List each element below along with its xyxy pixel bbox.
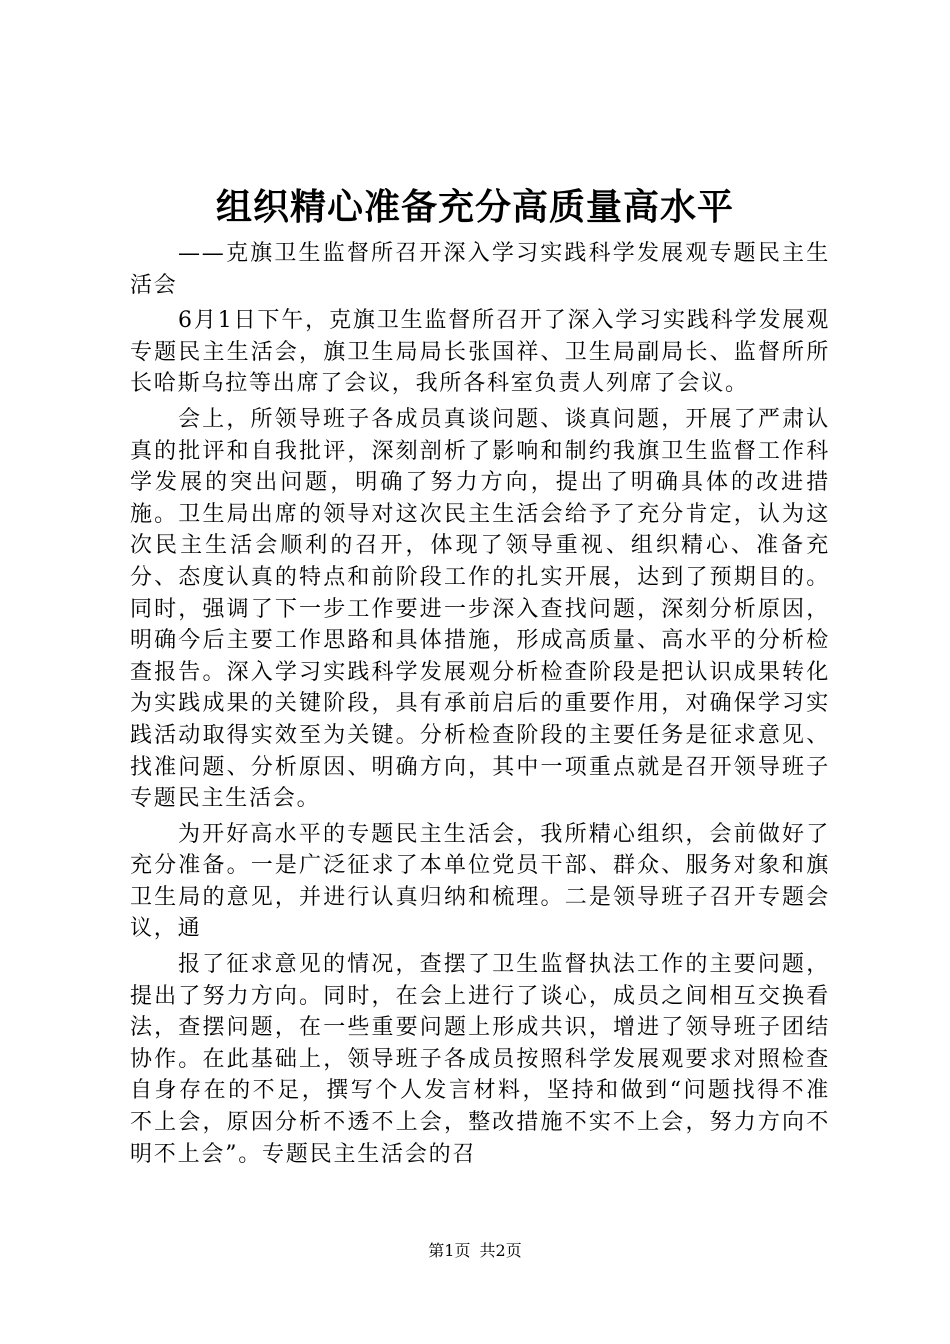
document-title: 组织精心准备充分高质量高水平 [215,186,734,228]
document-subtitle: ——克旗卫生监督所召开深入学习实践科学发展观专题民主生活会 [130,241,830,298]
total-pages: 共2页 [479,1241,522,1260]
current-page-number: 第1页 [428,1241,471,1260]
body-paragraph: 会上，所领导班子各成员真谈问题、谈真问题，开展了严肃认真的批评和自我批评，深刻剖析了影响和制约我旗卫生监督工作科学发展的突出问题，明确了努力方向，提出了明确具体的改进措施。卫生局出席的领导对这次民主生活会给予了充分肯定，认为这次民主生活会顺利的召开，体现了领导重视、组织精心、准备充分、态度认真的特点和前阶段工作的扎实开展，达到了预期目的。同时，强调了下一步工作要进一步深入查找问题，深刻分析原因，明确今后主要工作思路和具体措施，形成高质量、高水平的分析检查报告。深入学习实践科学发展观分析检查阶段是把认识成果转化为实践成果的关键阶段，具有承前启后的重要作用，对确保学习实践活动取得实效至为关键。分析检查阶段的主要任务是征求意见、找准问题、分析原因、明确方向，其中一项重点就是召开领导班子专题民主生活会。 [130,406,830,812]
body-paragraph: 6月1日下午，克旗卫生监督所召开了深入学习实践科学发展观专题民主生活会，旗卫生局局长张国祥、卫生局副局长、监督所所长哈斯乌拉等出席了会议，我所各科室负责人列席了会议。 [130,308,830,397]
page-footer [0,1240,950,1262]
body-paragraph: 报了征求意见的情况，查摆了卫生监督执法工作的主要问题，提出了努力方向。同时，在会上进行了谈心，成员之间相互交换看法，查摆问题，在一些重要问题上形成共识，增进了领导班子团结协作。在此基础上，领导班子各成员按照科学发展观要求对照检查自身存在的不足，撰写个人发言材料，坚持和做到“问题找得不准不上会，原因分析不透不上会，整改措施不实不上会，努力方向不明不上会”。专题民主生活会的召 [130,952,830,1167]
body-paragraph: 为开好高水平的专题民主生活会，我所精心组织，会前做好了充分准备。一是广泛征求了本单位党员干部、群众、服务对象和旗卫生局的意见，并进行认真归纳和梳理。二是领导班子召开专题会议，通 [130,821,830,942]
document-body [130,238,830,1174]
